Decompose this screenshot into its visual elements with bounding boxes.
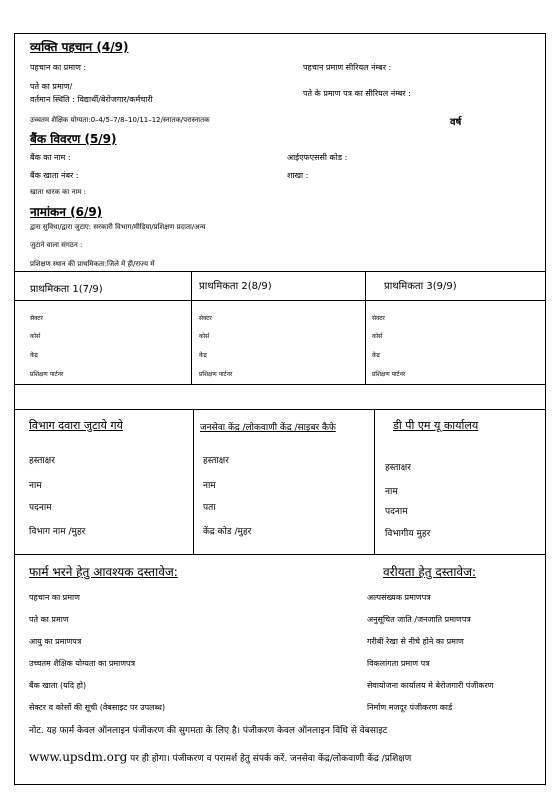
priority-col-divider-1 (191, 271, 192, 384)
identity-section-title: व्यक्ति पहचान (4/9) (30, 40, 129, 54)
priority-3-title: प्राथमिकता 3(9/9) (384, 281, 457, 292)
priority-3-course: कोर्स (372, 333, 383, 340)
signoff-col-divider-2 (374, 409, 375, 554)
note-line-2 (29, 746, 411, 765)
enrollment-via-label: द्वारा सुविधा/द्वारा जुटाए: सरकारी विभाग/मीडिया/प्रशिक्षण प्रदाता/अन्य (30, 223, 206, 231)
signoff-dpmu-designation: पदनाम (385, 507, 408, 517)
enrollment-section-title: नामांकन (6/9) (30, 205, 103, 219)
priority-doc-item: गरीबी रेखा से नीचे होने का प्रमाण (367, 637, 464, 646)
signoff-bottom-border (14, 554, 546, 555)
priority-1-title: प्राथमिकता 1(7/9) (30, 284, 103, 295)
signoff-dept-title: विभाग दवारा जुटाये गये (29, 419, 123, 432)
signoff-csc-code-seal: केंद्र कोड /मुहर (203, 527, 252, 537)
priority-1-course: कोर्स (30, 333, 41, 340)
required-doc-item: बैंक खाता (यदि हो) (29, 681, 87, 690)
bank-section-title: बैंक विवरण (5/9) (30, 132, 117, 146)
education-label: उच्चतम शैक्षिक योग्यता:0–4/5–7/8–10/11–12/स्नातक/परास्नातक (30, 116, 210, 124)
priority-1-center: केंद्र (30, 352, 38, 359)
mobilizing-org-label: जुटाने वाला संगठन : (30, 241, 83, 249)
account-holder-label: खाता धारक का नाम : (30, 188, 87, 196)
signoff-dpmu-name: नाम (385, 487, 398, 497)
note-line-2-text: पर ही होगा। पंजीकरण व परामर्श हेतु संपर्क करें. जनसेवा केंद्र/लोकवाणी केंद्र /प्रशिक्षण (127, 754, 412, 764)
priority-2-title: प्राथमिकता 2(8/9) (199, 281, 272, 292)
priority-doc-item: अनुसूचित जाति /जनजाति प्रमाणपत्र (367, 615, 471, 624)
priority-table-header-border (14, 300, 546, 301)
signoff-dpmu-seal: विभागीय मुहर (385, 529, 431, 539)
priority-doc-item: अल्पसंख्यक प्रमाणपत्र (367, 593, 431, 602)
priority-2-partner: प्रशिक्षण पार्टनर (199, 371, 233, 378)
required-doc-item: पते का प्रमाण (29, 615, 69, 624)
priority-table-bottom-border (14, 384, 546, 385)
priority-3-center: केंद्र (372, 352, 380, 359)
priority-table-top-border (14, 271, 546, 272)
priority-doc-item: सेवायोजना कार्यालय मे बेरोजगारी पंजीकरण (367, 681, 494, 690)
signoff-dpmu-signature: हस्ताक्षर (385, 463, 411, 473)
required-documents-title: फार्म भरने हेतु आवश्यक दस्तावेज: (29, 565, 178, 579)
priority-doc-item: विकलांगता प्रमाण पत्र (367, 659, 430, 668)
signoff-top-border (14, 409, 546, 410)
id-proof-label: पहचान का प्रमाण : (30, 63, 87, 72)
required-doc-item: पहचान का प्रमाण (29, 593, 80, 602)
account-number-label: बैंक खाता नंबर : (30, 171, 79, 180)
required-doc-item: उच्चतम शैक्षिक योग्यता का प्रमाणपत्र (29, 659, 135, 668)
note-line-1: नोट. यह फार्म केवल ऑनलाइन पंजीकरण की सुगमता के लिए है। पंजीकरण केवल ऑनलाइन विधि से वेबसाइट (29, 726, 388, 736)
priority-1-sector: सेक्टर (30, 315, 43, 322)
address-serial-label: पते के प्रमाण पत्र का सीरियल नंम्बर : (303, 89, 411, 98)
id-serial-label: पहचान प्रमाण सीरियल नंम्बर : (303, 63, 392, 72)
priority-2-course: कोर्स (199, 333, 210, 340)
bank-name-label: बैंक का नाम : (30, 153, 71, 162)
priority-doc-item: निर्माण मजदूर पंजीकरण कार्ड (367, 703, 453, 712)
address-proof-label: पते का प्रमाण/ (30, 82, 73, 91)
branch-label: शाखा : (287, 171, 309, 180)
signoff-csc-address: पता (203, 503, 216, 513)
signoff-col-divider-1 (193, 409, 194, 554)
signoff-dept-signature: हस्ताक्षर (29, 456, 55, 466)
ifsc-label: आईएफएससी कोड : (287, 153, 348, 162)
priority-2-center: केंद्र (199, 352, 207, 359)
priority-1-partner: प्रशिक्षण पार्टनर (30, 371, 64, 378)
priority-3-partner: प्रशिक्षण पार्टनर (372, 371, 406, 378)
priority-documents-title: वरीयता हेतु दस्तावेज: (383, 565, 477, 579)
signoff-dept-seal: विभाग नाम /मुहर (29, 527, 86, 537)
signoff-dept-name: नाम (29, 481, 42, 491)
priority-col-divider-2 (365, 271, 366, 384)
current-status-label: वर्तमान स्थिति : विद्यार्थी/बेरोजगार/कर्मचारी (30, 95, 153, 104)
signoff-csc-signature: हस्ताक्षर (203, 456, 229, 466)
website-url: www.upsdm.org (29, 750, 128, 764)
year-label: वर्ष (450, 117, 462, 128)
required-doc-item: आयु का प्रमाणपत्र (29, 637, 82, 646)
signoff-dept-designation: पदनाम (29, 503, 52, 513)
priority-3-sector: सेक्टर (372, 315, 385, 322)
required-doc-item: सेक्टर व कोर्सो की सूची (वेबसाइट पर उपलब्ध) (29, 703, 166, 712)
signoff-csc-title: जनसेवा केंद्र /लोकवाणी केंद्र /साइबर कैफे (200, 423, 336, 433)
training-location-priority-label: प्रशिक्षण स्थान की प्राथमिकता:जिले में ही/राज्य में (30, 260, 155, 268)
signoff-csc-name: नाम (203, 481, 216, 491)
signoff-dpmu-title: डी पी एम यू कार्यालय (393, 419, 479, 432)
priority-2-sector: सेक्टर (199, 315, 212, 322)
